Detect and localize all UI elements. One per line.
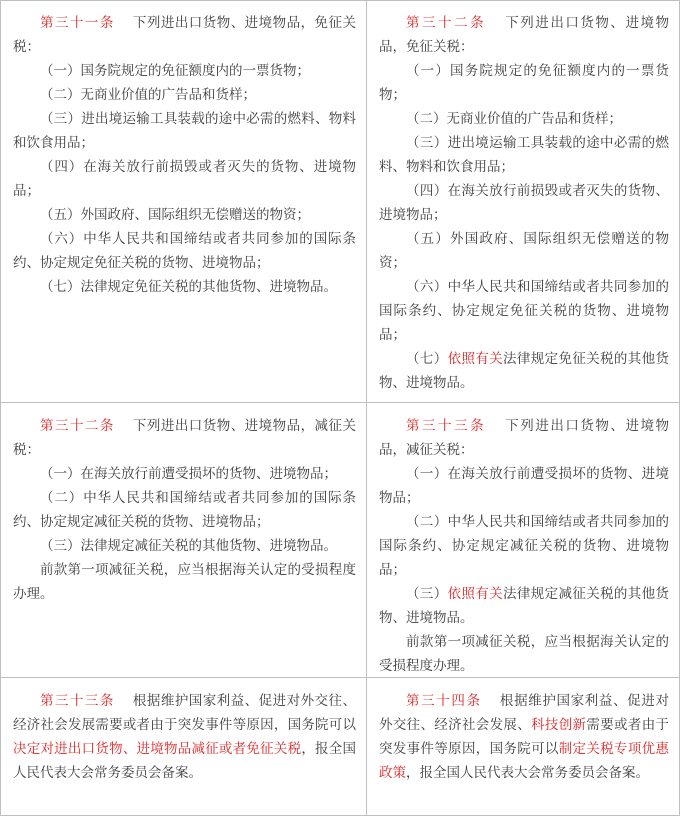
item-rest: 法律规定免征关税的其他货物、进境物品。	[379, 351, 670, 391]
list-item: （一）在海关放行前遭受损坏的货物、进境物品；	[379, 466, 669, 506]
article-number: 第三十一条	[40, 15, 115, 31]
amended-text: 依照有关	[447, 586, 504, 602]
article-body	[379, 689, 669, 785]
old-article-33-cell	[1, 679, 366, 816]
list-item: （一）国务院规定的免征额度内的一票货物；	[379, 63, 669, 103]
article-number: 第三十三条	[40, 693, 115, 709]
old-article-31-cell	[1, 1, 366, 401]
list-item: （三）进出境运输工具装载的途中必需的燃料、物料和饮食用品；	[13, 111, 356, 151]
row-divider-1	[0, 402, 680, 403]
amended-text: 依照有关	[447, 351, 504, 367]
list-item: （二）无商业价值的广告品和货样；	[406, 111, 622, 127]
list-item: （五）外国政府、国际组织无偿赠送的物资；	[379, 231, 669, 271]
article-intro: 下列进出口货物、进境物品，减征关税：	[13, 418, 357, 458]
amended-text: 科技创新	[531, 717, 587, 733]
article-number: 第三十二条	[406, 15, 487, 31]
list-item: （一）国务院规定的免征额度内的一票货物；	[40, 63, 310, 79]
article-intro: 下列进出口货物、进境物品，免征关税：	[13, 15, 357, 55]
item-prefix: （七）	[406, 351, 448, 367]
list-item	[379, 582, 669, 630]
article-text: ，报全国人民代表大会常务委员会备案。	[13, 741, 357, 781]
list-item: （三）法律规定减征关税的其他货物、进境物品。	[40, 538, 337, 554]
new-article-32-cell	[367, 1, 679, 401]
article-heading	[13, 414, 356, 462]
article-number: 第三十三条	[406, 418, 487, 434]
amended-text: 制定关税专项优惠政策	[379, 741, 670, 781]
article-note: 前款第一项减征关税，应当根据海关认定的受损程度办理。	[13, 562, 356, 602]
list-item: （三）进出境运输工具装载的途中必需的燃料、物料和饮食用品；	[379, 135, 669, 175]
article-note: 前款第一项减征关税，应当根据海关认定的受损程度办理。	[379, 634, 669, 674]
list-item: （六）中华人民共和国缔结或者共同参加的国际条约、协定规定免征关税的货物、进境物品；	[13, 231, 356, 271]
new-article-33-cell	[367, 404, 679, 676]
item-prefix: （三）	[406, 586, 448, 602]
list-item: （二）中华人民共和国缔结或者共同参加的国际条约、协定规定减征关税的货物、进境物品；	[13, 490, 356, 530]
article-number: 第三十四条	[406, 693, 482, 709]
new-article-34-cell	[367, 679, 679, 816]
article-text: 需要或者由于突发事件等原因，国务院可以	[379, 717, 670, 757]
article-text: 根据维护国家利益、促进对外交往、经济社会发展、	[379, 693, 670, 733]
article-heading	[13, 11, 356, 59]
article-text: 根据维护国家利益、促进对外交往、经济社会发展需要或者由于突发事件等原因，国务院可以	[13, 693, 357, 733]
list-item: （六）中华人民共和国缔结或者共同参加的国际条约、协定规定免征关税的货物、进境物品；	[379, 279, 669, 343]
article-intro: 下列进出口货物、进境物品，减征关税：	[379, 418, 670, 458]
item-rest: 法律规定减征关税的其他货物、进境物品。	[379, 586, 670, 626]
amended-text: 决定对进出口货物、进境物品减征或者免征关税	[13, 741, 302, 757]
article-heading	[379, 414, 669, 462]
list-item: （四）在海关放行前损毁或者灭失的货物、进境物品；	[379, 183, 669, 223]
article-text: ，报全国人民代表大会常务委员会备案。	[406, 765, 649, 781]
article-intro: 下列进出口货物、进境物品，免征关税：	[379, 15, 670, 55]
old-article-32-cell	[1, 404, 366, 676]
list-item: （一）在海关放行前遭受损坏的货物、进境物品；	[40, 466, 337, 482]
list-item	[379, 347, 669, 395]
article-heading	[379, 11, 669, 59]
article-number: 第三十二条	[40, 418, 115, 434]
list-item: （四）在海关放行前损毁或者灭失的货物、进境物品；	[13, 159, 356, 199]
article-body	[13, 689, 356, 785]
list-item: （二）无商业价值的广告品和货样；	[40, 87, 256, 103]
list-item: （五）外国政府、国际组织无偿赠送的物资；	[40, 207, 310, 223]
list-item: （七）法律规定免征关税的其他货物、进境物品。	[40, 279, 337, 295]
list-item: （二）中华人民共和国缔结或者共同参加的国际条约、协定规定减征关税的货物、进境物品；	[379, 514, 669, 578]
